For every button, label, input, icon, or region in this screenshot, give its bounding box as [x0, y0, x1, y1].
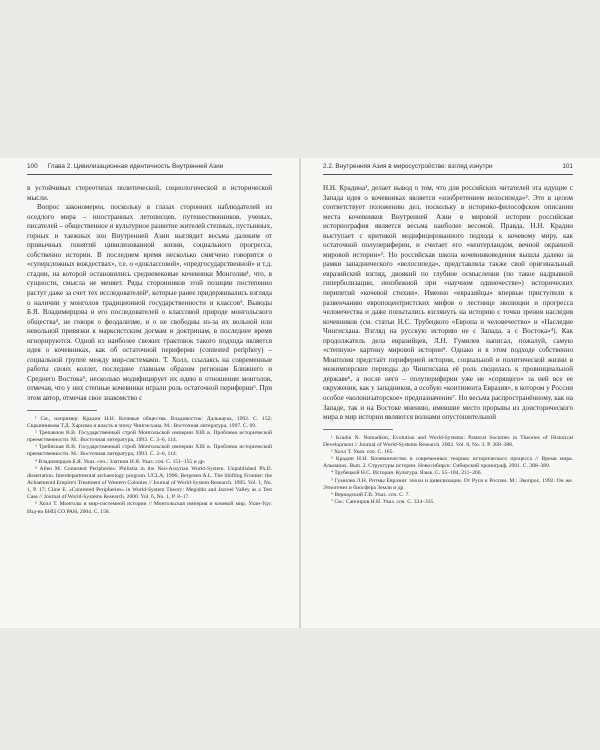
- right-footnote-5: ⁵ Гумилев Л.Н. Ритмы Евразии: эпохи и цивилизации. От Руси к России. М.: Экопрос, 1992. Он же. Этногенез и биосфера Земли и др.: [323, 477, 573, 491]
- right-footnote-rule: [323, 429, 393, 430]
- left-footnote-3: ³ Трейнская В.В. Государственный строй Монгольской империи XIII в. Проблема исторической преемственности. М.: Восточная литература, 1993. С. 3–6, 114.: [27, 444, 272, 458]
- right-footnote-2: ² Холл Т. Указ. соч. С. 165.: [331, 448, 394, 455]
- left-footnote-1: ¹ См., например: Крадин Н.Н. Кочевые общества. Владивосток: Дальнаука, 1992. С. 152; Скрынникова Т.Д. Харизма и власть в эпоху Чингисхана. М.: Восточная литература, 1997. С. 69.: [27, 415, 272, 429]
- right-footnote-6: ⁶ Вернадский Г.В. Указ. соч. С. 7.: [331, 491, 410, 498]
- right-head-rule: [323, 174, 573, 175]
- left-footnote-6: ⁶ Холл Т. Монголы в мир-системной истории // Монгольская империя и кочевой мир. Улан-Удэ: Изд-во БНЦ СО РАН, 2004. С. 158.: [27, 501, 272, 515]
- right-running-head: [323, 163, 573, 170]
- right-footnote-7: ⁷ См.: Санчиров Н.Н. Указ. соч. С. 334–335.: [331, 499, 435, 506]
- left-footnote-rule: [27, 410, 97, 411]
- left-page-number: 100: [27, 163, 38, 170]
- right-page: [301, 158, 600, 628]
- right-footnotes: [323, 435, 573, 507]
- right-running-title: 2.2. Внутренняя Азия в миросустройстве: взгляд изнутри: [323, 163, 493, 170]
- left-page: [0, 158, 299, 628]
- left-body: [27, 184, 272, 516]
- left-running-head: [27, 163, 272, 170]
- right-footnote-1: ¹ Kradin N. Nomadism, Evolution and World-Systems: Pastoral Societies in Theories of Historical Development // Journal of World-Systems Research. 2002. Vol. 8, No. 3. P. 368–388.: [323, 434, 573, 448]
- right-footnote-4: ⁴ Трубецкой Н.С. История. Культура. Язык. С. 55–104, 211–266.: [331, 470, 483, 477]
- right-page-number: 101: [562, 163, 573, 170]
- right-footnote-3: ³ Крадин Н.Н. Кочевничество в современных теориях исторического процесса // Время мира. Альманах. Вып. 2. Структуры истории. Новосибирск: Сибирский хронограф, 2001. С. 388–389.: [323, 456, 573, 470]
- left-running-title: Глава 2. Цивилизационная идентичность Внутренней Азии: [47, 163, 224, 170]
- left-head-rule: [27, 174, 272, 175]
- left-footnote-4: ⁴ Владимирцов Б.Я. Указ. соч.; Златкин И.Я. Указ. соч. С. 151–155 и др.: [35, 458, 206, 465]
- left-paragraph-2: Вопрос закономерен, поскольку в глазах сторонних наблюдателей из оседлого мира – иностранных летописцев, путешественников, ученых, писателей – общественное и культурное развитие жителей степных, пустынных, горных и таежных зон Внутренней Азии выглядит весьма далеким от привычных понятий цивилизованной жизни, социального прогресса, собственно истории. В последнем время несколько смягчено говорится о «суперсложных вождествах», т.е. о «доклассовой», «предгосударственной» и т.д. стадии, на которой остановились средневековые кочевники Монголии¹, что, в сущности, смысла не меняет. Ряды сторонников этой позиции постепенно растут даже за счет тех исследователей², которые ранее придерживались взгляда о наличии у монголов традиционной государственности и классов³. Выводы Б.Я. Владимирцова и его последователей о классовой природе монгольского общества⁴, не говоря о феодализме, и о не свободны из-за их вольной или невольной привязки к марксистским догмам и доктринам, в последнее время игнорируются. Одной из наиболее свежих трактовок такого подхода является идея о кочевниках, как об остаточной периферии (contested periphery) – социальной группе между мир-системами. Т. Холл, ссылаясь на современные работы своих коллег, последние главным образом регионам Ближнего и Среднего Востока⁵, несколько модифицирует их идею в отношении монголов, отмечая, что у них степные кочевники играли роль остаточной периферии⁶. При этом автор, отмечая свое знакомство с: [27, 203, 272, 403]
- left-footnotes: [27, 416, 272, 516]
- right-paragraph-1: Н.Н. Крадина¹, делает вывод о том, что для российских читателей эта идущие с Запада идея о кочевниках является «изобретением велосипеда»². Это в целом соответствует положению дел, поскольку в историко-философском описании места кочевников Внутренней Азии в мировой истории российская историография является весьма наиболее весомой. Правда, Н.Н. Крадин выступает с критикой модифицированного подхода к кочевому миру, как остаточной полупериферии, и считает его «кентерландом, вечной окраиной мировой истории»³. Но российская школа кочевниковедения вышла далеко за рамки западнического «велосипеда», представляла также свой оригинальный евразийский взгляд, двоякий по глубине осмысления (по такое надрывной гиперболизации, неизбежной при «научном одиночестве») исторических перипетий «кочевой стихии». Именно «евразийцы» впервые приступили к развенчанию европоцентристских мифов о лестнице эволюции и прогресса человечества и даже попытались взглянуть на историю с точки зрения наследия кочевников (см. статьи Н.С. Трубецкого «Европа и человечество» и «Наследие Чингисхана. Взгляд на русскую историю не с Запада, а с Востока»⁴). Как продолжатель дела евразийцев, Л.Н. Гумилев написал, пожалуй, самую «степную» картину мировой истории⁵. Однако и в этом подходе собственно Монголия предстаёт периферией истории, социальной и политической жизни в межимперские периоды до Чингисхана её роль сводилась к провинциальной державе⁶, а после него – полупериферии уже не «сорящего» за ней все ее окружения, как у западников, а особую «континента Евразия», в котором у России особое «колонизаторское» предназначение⁷. Но весьма распространённому, как на Западе, так и на Востоке мнению, имевшие место прорывы из доисторического мира в мир истории являются волнами опустошительной: [323, 184, 573, 422]
- left-paragraph-1: в устойчивых стереотипах политической, социологической и исторической мысли.: [27, 184, 272, 202]
- left-footnote-5: ⁵ Allen M. Contested Peripheries: Philistia in the Neo-Assyrian World-System. Unpublished Ph.D. dissertation. Interdepartmental archaeology program. UCLA, 1996; Bergesen A.L. The Shifting Frontier: the Achaemenid Empire's Treatment of Western Colonies // Journal of World-System Research. 1995. Vol. 1, No. 1, P. 17; Cline E. «Contested Peripheries» in World-System Theory: Megiddo and Jezreel Valley as a Test Case // Journal of World-Systems Research. 2000. Vol. 6, No. 1, P. 8–17.: [27, 465, 273, 501]
- right-body: [323, 184, 573, 506]
- left-footnote-2: ² Трепавлов В.В. Государственный строй Монгольской империи XIII в. Проблема исторической преемственности. М.: Восточная литература, 1993. С. 3–6, 114.: [27, 429, 272, 444]
